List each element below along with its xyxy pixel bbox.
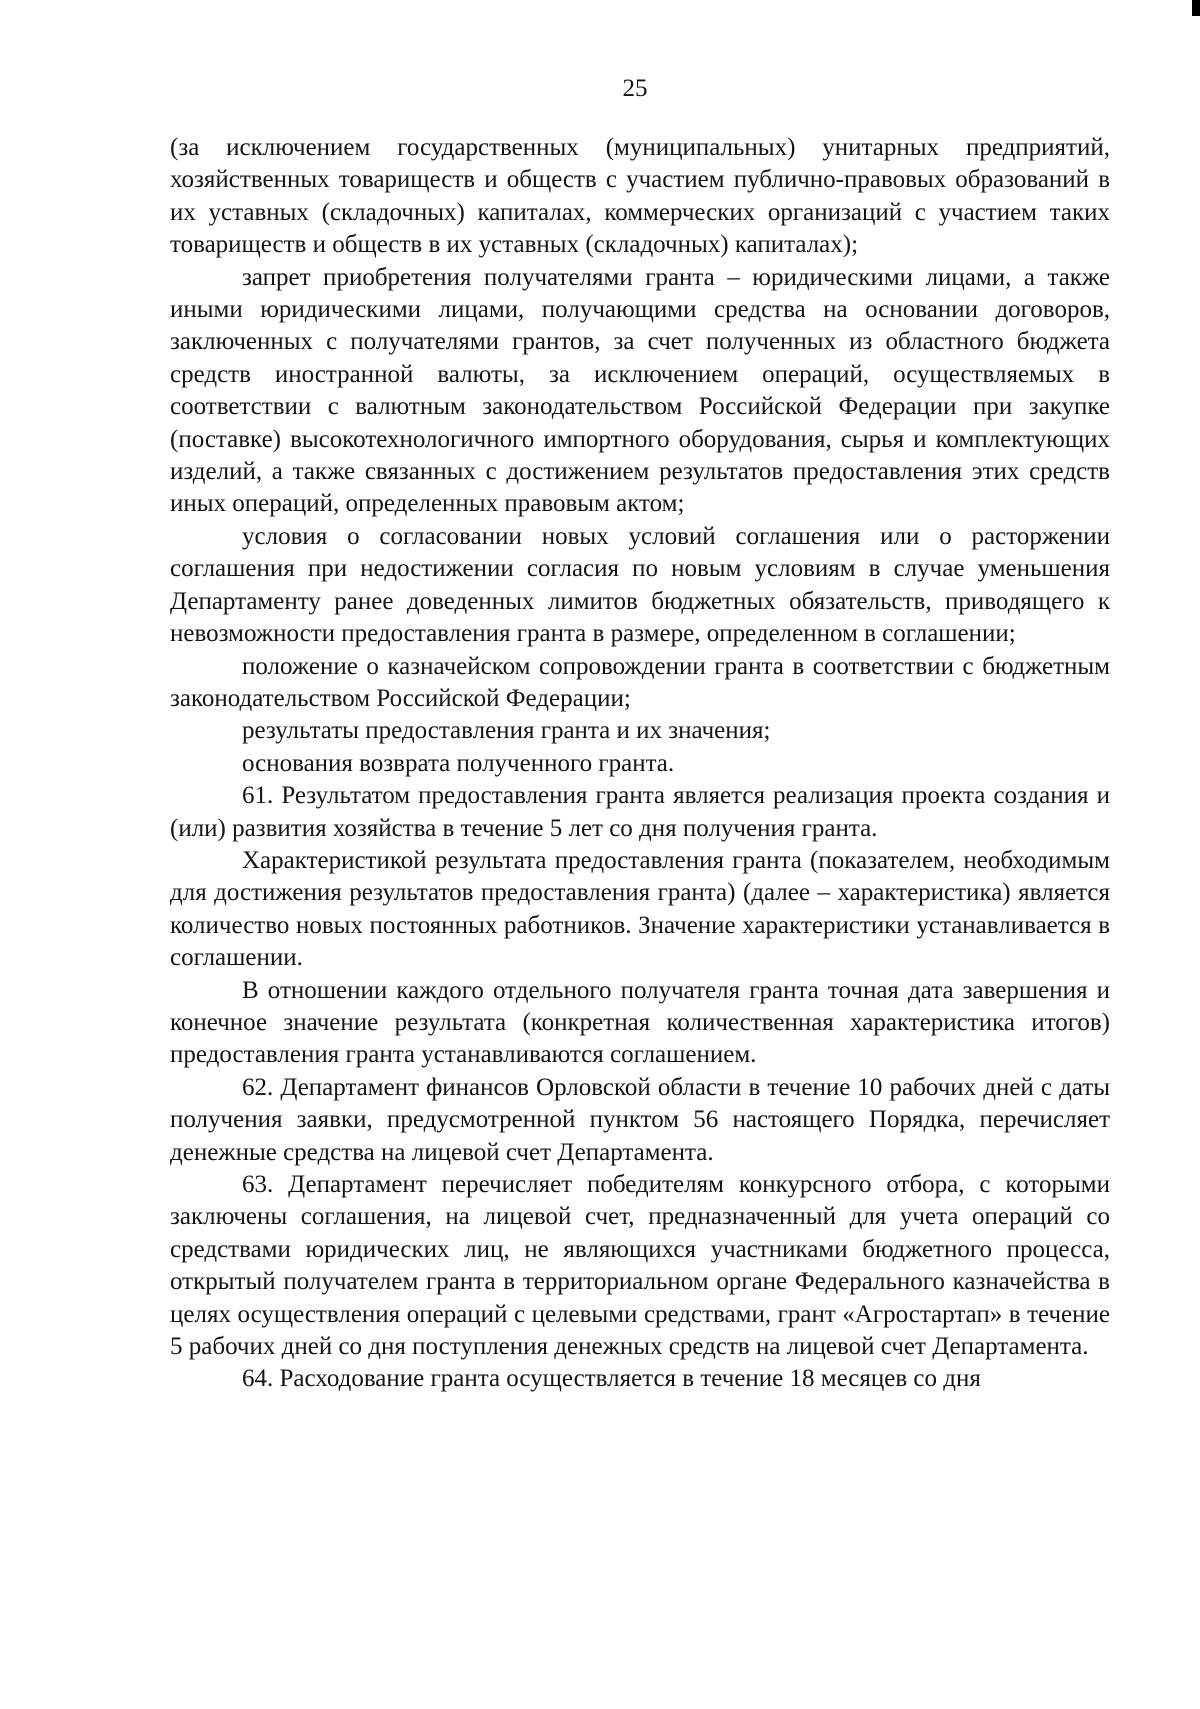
paragraph-agreement-terms: условия о согласовании новых условий соглашения или о расторжении соглашения при недостижении согласия по новым условиям в случае уменьшения Департаменту ранее доведенных лимитов бюджетных обязательств, приводящего к невозможности предоставления гранта в размере, определенном в соглашении; <box>170 522 1110 648</box>
paragraph-currency-ban: запрет приобретения получателями гранта – юридическими лицами, а также иными юридическими лицами, получающими средства на основании договоров, заключенных с получателями грантов, за счет полученных из областного бюджета средств иностранной валюты, за исключением операций, осуществляемых в соответствии с валютным законодательством Российской Федерации при закупке (поставке) высокотехнологичного импортного оборудования, сырья и комплектующих изделий, а также связанных с достижением результатов предоставления этих средств иных операций, определенных правовым актом; <box>170 263 1110 518</box>
paragraph-return-grounds: основания возврата полученного гранта. <box>242 749 675 777</box>
paragraph-continuation: (за исключением государственных (муниципальных) унитарных предприятий, хозяйственных товариществ и обществ с участием публично-правовых образований в их уставных (складочных) капиталах, коммерческих организаций с участием таких товариществ и обществ в их уставных (складочных) капиталах); <box>170 134 1110 259</box>
paragraph-item-62: 62. Департамент финансов Орловской области в течение 10 рабочих дней с даты получения заявки, предусмотренной пунктом 56 настоящего Порядка, перечисляет денежные средства на лицевой счет Департамента. <box>170 1073 1110 1166</box>
paragraph-item-61: 61. Результатом предоставления гранта является реализация проекта создания и (или) развития хозяйства в течение 5 лет со дня получения гранта. <box>170 782 1110 842</box>
body-text <box>170 132 1110 1396</box>
page-number: 25 <box>622 75 648 102</box>
paragraph-item-63: 63. Департамент перечисляет победителям конкурсного отбора, с которыми заключены соглашения, на лицевой счет, предназначенный для учета операций со средствами юридических лиц, не являющихся участниками бюджетного процесса, открытый получателем гранта в территориальном органе Федерального казначейства в целях осуществления операций с целевыми средствами, грант «Агростартап» в течение 5 рабочих дней со дня поступления денежных средств на лицевой счет Департамента. <box>170 1171 1110 1361</box>
paragraph-grant-results: результаты предоставления гранта и их значения; <box>242 717 771 745</box>
paragraph-characteristic: Характеристикой результата предоставления гранта (показателем, необходимым для достижения результатов предоставления гранта) (далее – характеристика) является количество новых постоянных работников. Значение характеристики устанавливается в соглашении. <box>170 846 1110 972</box>
paragraph-completion-date: В отношении каждого отдельного получателя гранта точная дата завершения и конечное значение результата (конкретная количественная характеристика итогов) предоставления гранта устанавливаются соглашением. <box>170 976 1110 1069</box>
paragraph-item-64: 64. Расходование гранта осуществляется в течение 18 месяцев со дня <box>242 1365 981 1393</box>
scan-corner-mark <box>1192 0 1200 16</box>
paragraph-treasury-support: положение о казначейском сопровождении гранта в соответствии с бюджетным законодательством Российской Федерации; <box>170 652 1110 712</box>
